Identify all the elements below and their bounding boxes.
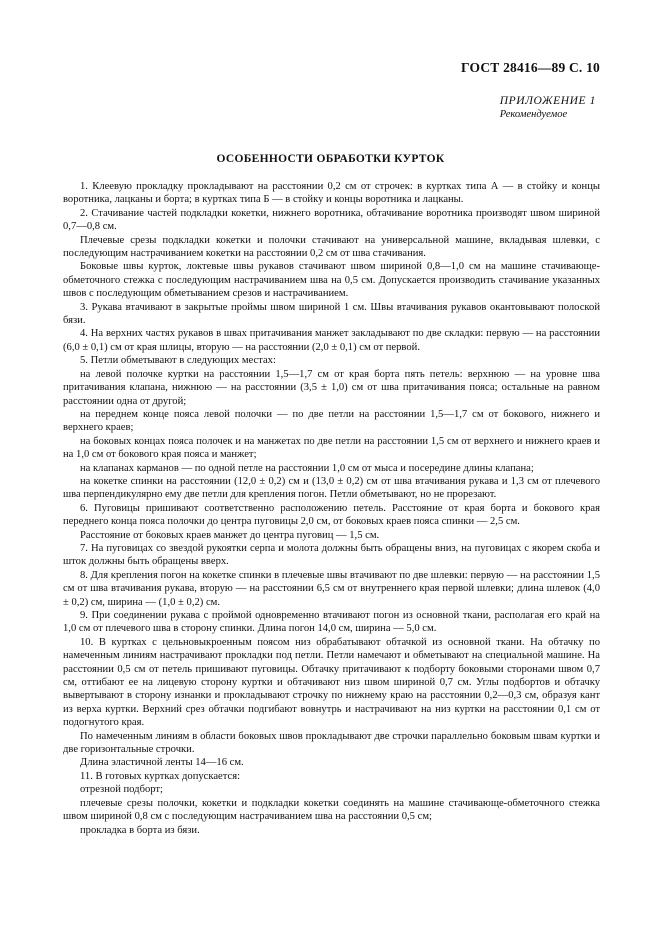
paragraph: 5. Петли обметывают в следующих местах: <box>80 355 276 367</box>
paragraph: Плечевые срезы подкладки кокетки и полочки стачивают на универсальной машине, вкладывая шлевки, с последующим настрачиванием кокетки на расстоянии 0,2 см от шва стачивания. <box>63 234 600 260</box>
paragraph: 4. На верхних частях рукавов в швах притачивания манжет закладывают по две складки: первую — на расстоянии (6,0 ± 0,1) см от края шлицы, вторую — на расстоянии (2,0 ± 0,1) см от первой. <box>63 328 600 353</box>
paragraph: 7. На пуговицах со звездой рукоятки серпа и молота должны быть обращены вниз, на пуговицах с якорем скоба и шток должны быть обращены вверх. <box>63 542 600 568</box>
appendix-status: Рекомендуемое <box>499 109 568 120</box>
section-title: ОСОБЕННОСТИ ОБРАБОТКИ КУРТОК <box>216 153 445 165</box>
appendix-label: ПРИЛОЖЕНИЕ 1 <box>499 95 596 107</box>
paragraph: на боковых концах пояса полочек и на манжетах по две петли на расстоянии 1,5 см от верхнего и нижнего краев и на 1,0 см от бокового края пояса и манжет; <box>63 435 600 461</box>
paragraph: По намеченным линиям в области боковых швов прокладывают две строчки параллельно боковым швам куртки и две горизонтальные строчки. <box>63 730 600 756</box>
paragraph: Боковые швы курток, локтевые швы рукавов стачивают швом шириной 0,8—1,0 см на машине стачивающе-обметочного стежка с последующим настрачиванием шва на 0,5 см. Допускается производить стачивание указанных швов с последующим обметыванием срезов и настрачиванием. <box>63 261 600 300</box>
paragraph: 3. Рукава втачивают в закрытые проймы швом шириной 1 см. Швы втачивания рукавов окантовывают полоской бязи. <box>63 301 600 327</box>
paragraph: плечевые срезы полочки, кокетки и подкладки кокетки соединять на машине стачивающе-обметочного стежка швом шириной 0,8 см с последующим настрачиванием шва на расстоянии 0,5 см; <box>63 797 600 823</box>
paragraph: 6. Пуговицы пришивают соответственно расположению петель. Расстояние от края борта и бокового края переднего конца пояса полочки до центра пуговицы 2,0 см, от боковых краев пояса спинки — 2,5 см. <box>63 502 600 528</box>
paragraph: на переднем конце пояса левой полочки — по две петли на расстоянии 1,5—1,7 см от бокового, нижнего и верхнего краев; <box>63 408 600 434</box>
paragraph: 11. В готовых куртках допускается: <box>80 770 241 782</box>
appendix-label-block <box>500 94 596 122</box>
paragraph: отрезной подборт; <box>80 784 163 796</box>
paragraph: 8. Для крепления погон на кокетке спинки в плечевые швы втачивают по две шлевки: первую — на расстоянии 1,5 см от шва втачивания рукава, вторую — на расстоянии 6,5 см от внутреннего края первой шлевки; длина шлевок (4,0 ± 0,2) см, ширина — (1,0 ± 0,2) см. <box>63 569 600 608</box>
paragraph: Расстояние от боковых краев манжет до центра пуговиц — 1,5 см. <box>80 529 380 541</box>
paragraph: 1. Клеевую прокладку прокладывают на расстоянии 0,2 см от строчек: в куртках типа А — в стойку и концы воротника, лацканы и борта; в куртках типа Б — в стойку и концы воротника и лацканы. <box>63 181 600 206</box>
paragraph: на клапанах карманов — по одной петле на расстоянии 1,0 см от мыса и посередине длины клапана; <box>80 462 534 474</box>
paragraph: на левой полочке куртки на расстоянии 1,5—1,7 см от края борта пять петель: верхнюю — на уровне шва притачивания клапана, нижнюю — на расстоянии (3,5 ± 1,0) см от шва притачивания пояса; остальные на равном расстоянии одна от другой; <box>63 368 600 407</box>
paragraph: 9. При соединении рукава с проймой одновременно втачивают погон из основной ткани, располагая его край на 1,0 см от плечевого шва в сторону спинки. Длина погон 14,0 см, ширина — 5,0 см. <box>63 610 600 635</box>
document-body <box>63 180 600 837</box>
paragraph: на кокетке спинки на расстоянии (12,0 ± 0,2) см и (13,0 ± 0,2) см от шва втачивания рукава и 1,3 см от плечевого шва перпендикулярно ему две петли для крепления погон. Петли обметывают, но не прорезают. <box>63 475 600 501</box>
paragraph: прокладка в борта из бязи. <box>80 824 200 836</box>
standard-page-header: ГОСТ 28416—89 С. 10 <box>461 60 600 75</box>
paragraph: 2. Стачивание частей подкладки кокетки, нижнего воротника, обтачивание воротника производят швом шириной 0,7—0,8 см. <box>63 207 600 233</box>
paragraph: Длина эластичной ленты 14—16 см. <box>80 757 244 769</box>
paragraph: 10. В куртках с цельновыкроенным поясом низ обрабатывают обтачкой из основной ткани. На обтачку по намеченным линиям настрачивают прокладки под петли. Петли намечают и обметывают на специальной машине. На расстоянии 0,5 см от петель пришивают пуговицы. Обтачку притачивают к подборту боковыми сторонами швом 0,7 см, оттибают ее на лицевую сторону куртки и обтачивают низ швом шириной 0,7 см. Углы подбортов и обтачку вывертывают в сторону изнанки и прокладывают строчку по нижнему краю на расстоянии 0,2—0,3 см, образуя кант из верха куртки. Верхний срез обтачки подгибают вовнутрь и настрачивают на низ куртки на расстоянии 0,1 см от подогнутого края. <box>63 636 600 729</box>
